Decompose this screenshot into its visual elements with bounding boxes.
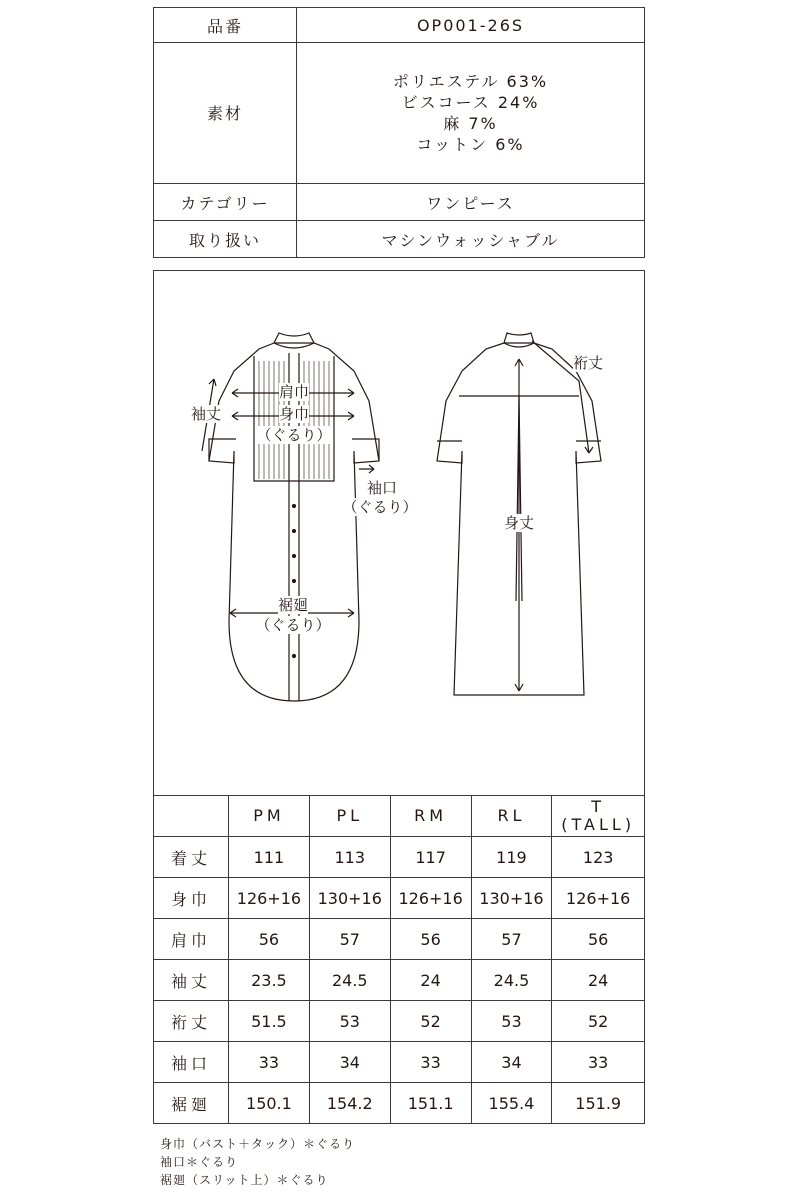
size-header: PL: [309, 796, 390, 837]
measurement-value: 24.5: [471, 960, 552, 1001]
footnote: 袖口＊ぐるり: [160, 1155, 239, 1169]
size-row: [154, 1001, 645, 1042]
measurement-value: 130+16: [309, 878, 390, 919]
measurement-label: 裾廻: [154, 1083, 229, 1124]
measurement-label: 袖丈: [154, 960, 229, 1001]
label: 取り扱い: [154, 221, 297, 258]
measurement-value: 23.5: [229, 960, 310, 1001]
measurement-value: 53: [471, 1001, 552, 1042]
measurement-value: 56: [390, 919, 471, 960]
label-sleeve-length: 袖丈: [190, 405, 222, 423]
label-hem: 裾廻: [277, 596, 309, 614]
label-cuff-note: （ぐるり）: [342, 498, 418, 516]
label: 素材: [154, 43, 297, 184]
material-item: 麻 7%: [443, 114, 498, 133]
measurement-value: 151.1: [390, 1083, 471, 1124]
measurement-value: 150.1: [229, 1083, 310, 1124]
measurement-value: 57: [471, 919, 552, 960]
measurement-value: 111: [229, 837, 310, 878]
footnote: 裾廻（スリット上）＊ぐるり: [160, 1173, 329, 1187]
measurement-value: 33: [229, 1042, 310, 1083]
product-info-table: [153, 7, 645, 258]
measurement-value: 123: [552, 837, 645, 878]
measurement-value: 117: [390, 837, 471, 878]
measurement-value: 154.2: [309, 1083, 390, 1124]
label: 品番: [154, 8, 297, 43]
footnotes: [160, 1135, 355, 1189]
size-row: [154, 919, 645, 960]
label-cuff: 袖口: [366, 479, 398, 497]
label-body-length: 身丈: [503, 514, 535, 532]
size-table: [153, 795, 645, 1124]
measurement-label: 袖口: [154, 1042, 229, 1083]
label: カテゴリー: [154, 184, 297, 221]
label-yuki: 裄丈: [572, 354, 604, 372]
size-row: [154, 837, 645, 878]
measurement-value: 155.4: [471, 1083, 552, 1124]
measurement-value: 151.9: [552, 1083, 645, 1124]
measurement-value: 53: [309, 1001, 390, 1042]
measurement-value: 126+16: [390, 878, 471, 919]
product-code: OP001-26S: [297, 8, 645, 43]
label-chest-note: （ぐるり）: [256, 426, 332, 444]
measurement-value: 34: [309, 1042, 390, 1083]
measurement-value: 130+16: [471, 878, 552, 919]
measurement-value: 51.5: [229, 1001, 310, 1042]
size-header-row: [154, 796, 645, 837]
footnote: 身巾（バスト＋タック）＊ぐるり: [160, 1137, 356, 1151]
material-item: ポリエステル 63%: [392, 72, 549, 91]
care: マシンウォッシャブル: [297, 221, 645, 258]
label-hem-note: （ぐるり）: [255, 616, 331, 634]
measurement-value: 56: [552, 919, 645, 960]
measurement-label: 身巾: [154, 878, 229, 919]
row-product-code: [154, 8, 645, 43]
garment-diagram: [153, 270, 645, 795]
measurement-value: 52: [552, 1001, 645, 1042]
size-row: [154, 878, 645, 919]
measurement-value: 24.5: [309, 960, 390, 1001]
category: ワンピース: [297, 184, 645, 221]
size-header-tall: (TALL): [561, 815, 636, 834]
size-row: [154, 1042, 645, 1083]
measurement-label: 裄丈: [154, 1001, 229, 1042]
measurement-value: 113: [309, 837, 390, 878]
measurement-label: 肩巾: [154, 919, 229, 960]
size-header: RL: [471, 796, 552, 837]
row-material: [154, 43, 645, 184]
size-header: [552, 796, 645, 837]
label-chest-width: 身巾: [278, 405, 310, 423]
size-header: RM: [390, 796, 471, 837]
size-header: PM: [229, 796, 310, 837]
material-item: ビスコース 24%: [401, 93, 540, 112]
measurement-value: 33: [552, 1042, 645, 1083]
measurement-value: 34: [471, 1042, 552, 1083]
material-item: コットン 6%: [416, 135, 525, 154]
measurement-value: 56: [229, 919, 310, 960]
size-row: [154, 1083, 645, 1124]
row-category: [154, 184, 645, 221]
measurement-value: 24: [552, 960, 645, 1001]
label-shoulder-width: 肩巾: [278, 383, 310, 401]
material-list: [297, 43, 645, 184]
row-care: [154, 221, 645, 258]
measurement-value: 57: [309, 919, 390, 960]
measurement-value: 52: [390, 1001, 471, 1042]
measurement-value: 126+16: [552, 878, 645, 919]
size-header-t: T: [591, 797, 606, 816]
measurement-value: 126+16: [229, 878, 310, 919]
measurement-value: 119: [471, 837, 552, 878]
size-row: [154, 960, 645, 1001]
measurement-value: 33: [390, 1042, 471, 1083]
measurement-value: 24: [390, 960, 471, 1001]
measurement-label: 着丈: [154, 837, 229, 878]
